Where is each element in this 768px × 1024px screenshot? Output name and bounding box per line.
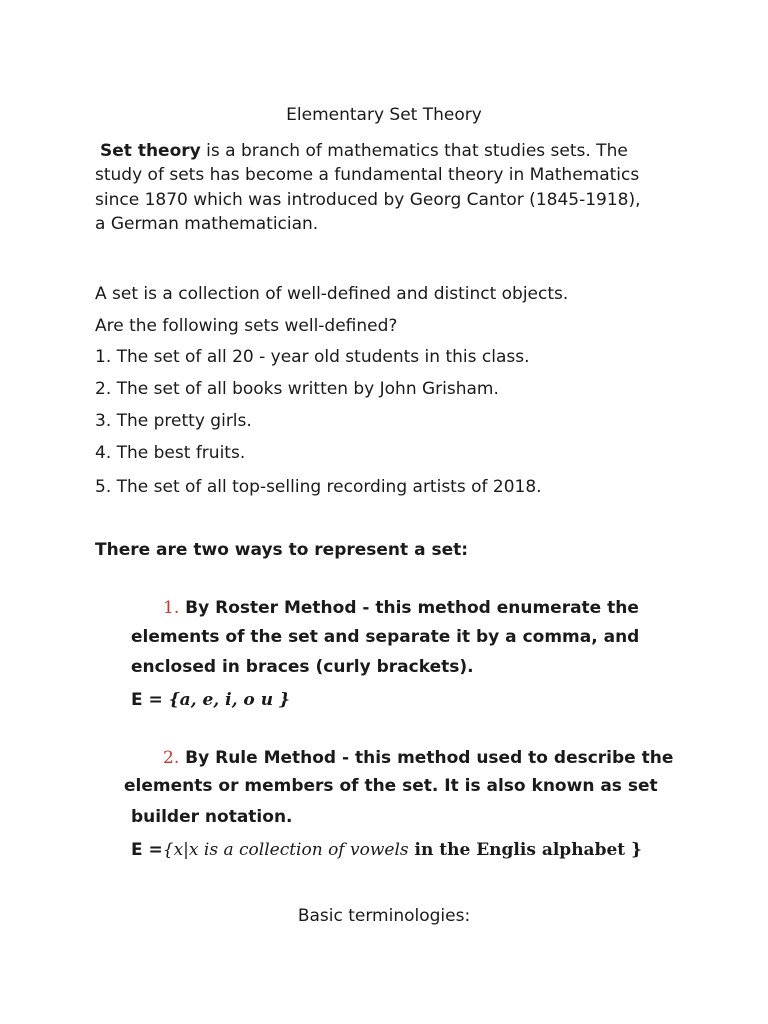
intro-line-3: since 1870 which was introduced by Georg Cantor (1845-1918), [95,190,641,210]
list-item: 1. The set of all 20 - year old students in this class. [95,347,530,367]
intro-line-4: a German mathematician. [95,214,319,234]
document-title: Elementary Set Theory [286,105,482,125]
rule-example-math: {x|x is a collection of vowels [162,840,409,860]
roster-line-1-text: By Roster Method - this method enumerate the [185,598,639,618]
rule-line-1-text: By Rule Method - this method used to describe the [185,748,674,768]
ways-heading: There are two ways to represent a set: [95,540,469,560]
list-item: 5. The set of all top-selling recording artists of 2018. [95,477,542,497]
roster-line-3: enclosed in braces (curly brackets). [131,657,474,677]
list-item: 3. The pretty girls. [95,411,252,431]
roster-example [131,688,290,712]
well-defined-question: Are the following sets well-defined? [95,316,398,336]
list-item: 4. The best fruits. [95,443,246,463]
basic-terminologies-heading: Basic terminologies: [297,906,471,926]
roster-example-set: {a, e, i, o u } [168,690,290,710]
rule-line-1 [163,746,673,770]
set-theory-term: Set theory [100,141,201,161]
rule-number: 2. [163,748,180,768]
rule-example [131,838,642,862]
rule-line-3: builder notation. [131,807,293,827]
roster-line-2: elements of the set and separate it by a comma, and [131,627,640,647]
intro-line-1-text: is a branch of mathematics that studies sets. The [200,141,628,161]
roster-line-1 [163,596,639,620]
rule-example-rest: in the Englis alphabet } [408,840,642,860]
set-definition: A set is a collection of well-defined and distinct objects. [95,284,569,304]
intro-line-1 [100,139,628,163]
rule-example-prefix: E = [131,840,163,860]
roster-number: 1. [163,598,180,618]
intro-line-2: study of sets has become a fundamental theory in Mathematics [95,165,640,185]
roster-example-prefix: E = [131,690,169,710]
list-item: 2. The set of all books written by John Grisham. [95,379,499,399]
rule-line-2: elements or members of the set. It is also known as set [124,776,658,796]
